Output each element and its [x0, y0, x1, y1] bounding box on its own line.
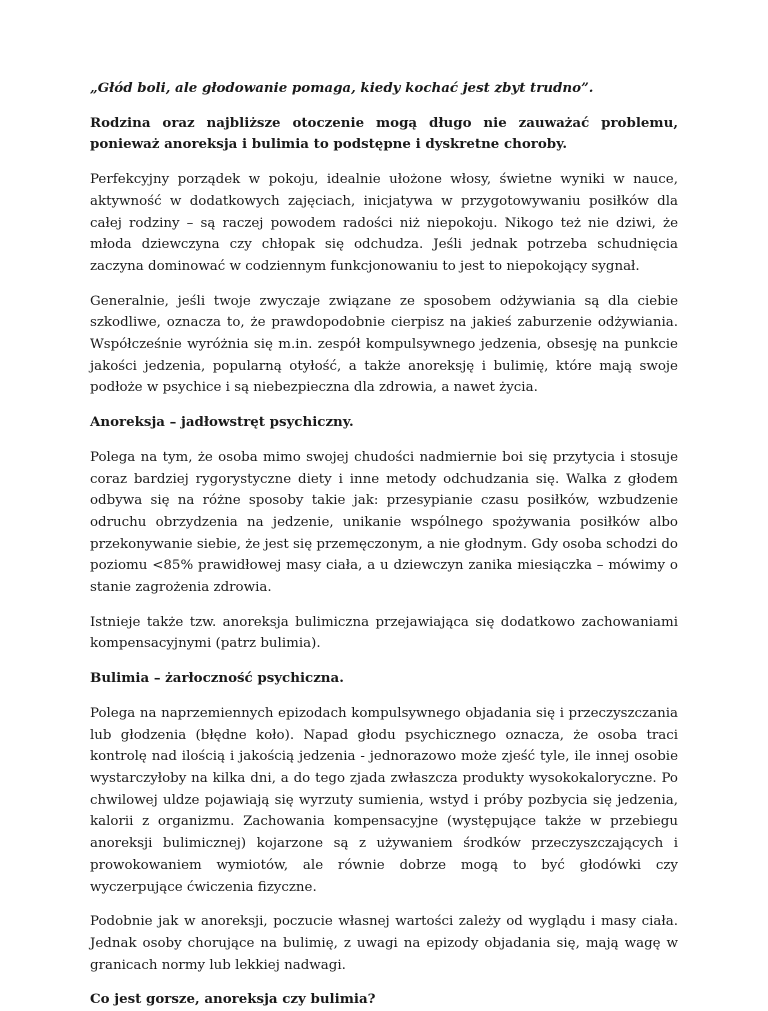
body-paragraph: Generalnie, jeśli twoje zwyczaje związane ze sposobem odżywiania są dla ciebie szkodliwe, oznacza to, że prawdopodobnie cierpisz na jakieś zaburzenie odżywiania. Współcześnie wyróżnia się m.in. zespół kompulsywnego jedzenia, obsesję na punkcie jakości jedzenia, popularną otyłość, a także anoreksję i bulimię, które mają swoje podłoże w psychice i są niebezpieczna dla zdrowia, a nawet życia. [90, 293, 678, 396]
opening-quote: „Głód boli, ale głodowanie pomaga, kiedy kochać jest zbyt trudno”. [90, 80, 594, 96]
lead-paragraph: Rodzina oraz najbliższe otoczenie mogą długo nie zauważać problemu, ponieważ anoreksja i bulimia to podstępne i dyskretne choroby. [90, 114, 678, 153]
section-heading-anorexia: Anoreksja – jadłowstręt psychiczny. [90, 414, 354, 431]
section-heading-bulimia: Bulimia – żarłoczność psychiczna. [90, 670, 344, 687]
body-paragraph: Podobnie jak w anoreksji, poczucie własnej wartości zależy od wyglądu i masy ciała. Jednak osoby chorujące na bulimię, z uwagi na epizody objadania się, mają wagę w granicach normy lub lekkiej nadwagi. [90, 914, 678, 973]
body-paragraph: Polega na naprzemiennych epizodach kompulsywnego objadania się i przeczyszczania lub głodzenia (błędne koło). Napad głodu psychicznego oznacza, że osoba traci kontrolę nad ilością i jakością jedzenia - jednorazowo może zjeść tyle, ile innej osobie wystarczyłoby na kilka dni, a do tego zjada zwłaszcza produkty wysokokaloryczne. Po chwilowej uldze pojawiają się wyrzuty sumienia, wstyd i próby pozbycia się jedzenia, kalorii z organizmu. Zachowania kompensacyjne (występujące także w przebiegu anoreksji bulimicznej) kojarzone są z używaniem środków przeczyszczających i prowokowaniem wymiotów, ale równie dobrze mogą to być głodówki czy wyczerpujące ćwiczenia fizyczne. [90, 705, 678, 895]
body-paragraph: Perfekcyjny porządek w pokoju, idealnie ułożone włosy, świetne wyniki w nauce, aktywność w dodatkowych zajęciach, inicjatywa w przygotowywaniu posiłków dla całej rodziny – są raczej powodem radości niż niepokoju. Nikogo też nie dziwi, że młoda dziewczyna czy chłopak się odchudza. Jeśli jednak potrzeba schudnięcia zaczyna dominować w codziennym funkcjonowaniu to jest to niepokojący sygnał. [90, 172, 678, 274]
section-heading-question: Co jest gorsze, anoreksja czy bulimia? [90, 991, 376, 1008]
body-paragraph: Istnieje także tzw. anoreksja bulimiczna przejawiająca się dodatkowo zachowaniami kompensacyjnymi (patrz bulimia). [90, 614, 678, 652]
body-paragraph: Polega na tym, że osoba mimo swojej chudości nadmiernie boi się przytycia i stosuje coraz bardziej rygorystyczne diety i inne metody odchudzania się. Walka z głodem odbywa się na różne sposoby takie jak: przesypianie czasu posiłków, wzbudzenie odruchu obrzydzenia na jedzenie, unikanie wspólnego spożywania posiłków albo przekonywanie siebie, że jest się przemęczonym, a nie głodnym. Gdy osoba schodzi do poziomu <85% prawidłowej masy ciała, a u dziewczyn zanika miesiączka – mówimy o stanie zagrożenia zdrowia. [90, 449, 678, 596]
